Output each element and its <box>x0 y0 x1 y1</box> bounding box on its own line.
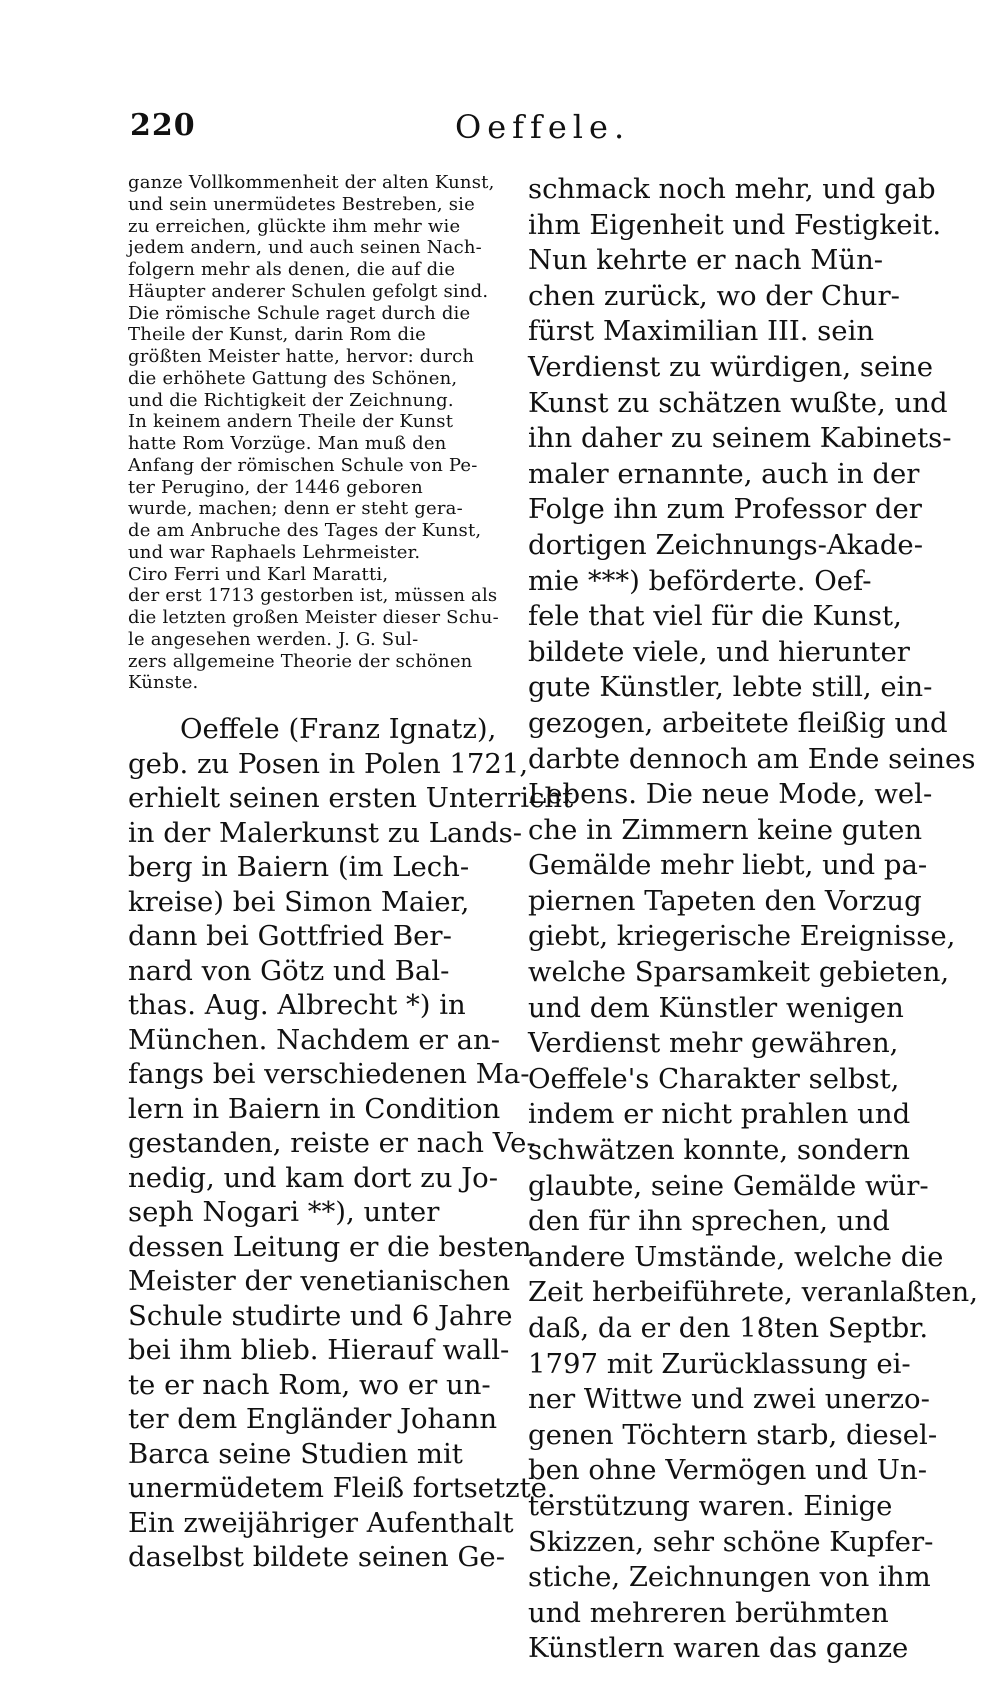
footnote-text-line: Ciro Ferri und Karl Maratti, <box>128 563 389 585</box>
footnote-text-line: In keinem andern Theile der Kunst <box>128 411 454 433</box>
article-text-line: te er nach Rom, wo er un- <box>128 1368 491 1401</box>
article-text-line: gestanden, reiste er nach Ve- <box>128 1127 536 1159</box>
article-text-line: Nun kehrte er nach Mün- <box>528 244 884 277</box>
article-text-line: darbte dennoch am Ende seines <box>528 742 976 775</box>
article-text-line: Verdienst zu würdigen, seine <box>528 350 934 383</box>
article-text-line: thas. Aug. Albrecht *) in <box>128 989 466 1021</box>
article-text-line: maler ernannte, auch in der <box>528 457 920 490</box>
article-text-line: terstützung waren. Einige <box>528 1489 893 1522</box>
article-text-line: unermüdetem Fleiß fortsetzte. <box>128 1472 556 1504</box>
article-text-line: nard von Götz und Bal- <box>128 954 450 987</box>
article-text-line: bei ihm blieb. Hierauf wall- <box>128 1334 510 1366</box>
article-text-line: dortigen Zeichnungs-Akade- <box>528 528 924 561</box>
article-text-line: che in Zimmern keine guten <box>528 813 923 846</box>
footnote-text-line: und war Raphaels Lehrmeister. <box>128 541 421 563</box>
footnote-text-line: zers allgemeine Theorie der schönen <box>128 650 473 672</box>
article-text-line: welche Sparsamkeit gebieten, <box>528 956 950 989</box>
article-text-line: berg in Baiern (im Lech- <box>128 851 470 883</box>
article-text-line: Oeffele (Franz Ignatz), <box>180 713 497 745</box>
footnote-text-line: Häupter anderer Schulen gefolgt sind. <box>128 280 489 302</box>
article-text-line: ihn daher zu seinem Kabinets- <box>528 422 952 455</box>
article-text-line: andere Umstände, welche die <box>528 1240 944 1273</box>
article-text-line: nedig, und kam dort zu Jo- <box>128 1161 499 1194</box>
article-text-line: fele that viel für die Kunst, <box>528 600 902 633</box>
article-text-line: glaubte, seine Gemälde wür- <box>528 1169 929 1202</box>
article-text-line: dann bei Gottfried Ber- <box>128 920 452 952</box>
left-column-article-text <box>128 712 574 1575</box>
footnote-text-line: der erst 1713 gestorben ist, müssen als <box>128 585 498 607</box>
article-text-line: gezogen, arbeitete fleißig und <box>528 706 948 739</box>
article-text-line: und dem Künstler wenigen <box>528 991 904 1024</box>
article-text-line: ter dem Engländer Johann <box>128 1403 498 1435</box>
footnote-text-line: folgern mehr als denen, die auf die <box>128 259 456 280</box>
article-text-line: schmack noch mehr, und gab <box>528 173 936 205</box>
article-text-line: Barca seine Studien mit <box>128 1437 463 1470</box>
footnote-text-line: hatte Rom Vorzüge. Man muß den <box>128 433 447 454</box>
article-text-line: Oeffele's Charakter selbst, <box>528 1062 900 1095</box>
footnote-text-line: größten Meister hatte, hervor: durch <box>128 346 475 367</box>
article-text-line: Zeit herbeiführete, veranlaßten, <box>528 1276 979 1309</box>
footnote-text-line: de am Anbruche des Tages der Kunst, <box>128 520 482 541</box>
article-text-line: ben ohne Vermögen und Un- <box>528 1454 927 1487</box>
article-text-line: 1797 mit Zurücklassung ei- <box>528 1347 911 1380</box>
article-text-line: Meister der venetianischen <box>128 1265 511 1297</box>
article-text-line: Gemälde mehr liebt, und pa- <box>528 849 928 882</box>
article-text-line: fangs bei verschiedenen Ma- <box>128 1058 530 1090</box>
article-text-line: stiche, Zeichnungen von ihm <box>528 1561 931 1594</box>
article-text-line: Verdienst mehr gewähren, <box>528 1027 899 1060</box>
footnote-text-line: die erhöhete Gattung des Schönen, <box>128 367 458 389</box>
article-text-line: erhielt seinen ersten Unterricht <box>128 782 574 814</box>
footnote-text-line: Anfang der römischen Schule von Pe- <box>128 454 478 476</box>
article-text-line: Skizzen, sehr schöne Kupfer- <box>528 1525 934 1558</box>
article-text-line: fürst Maximilian III. sein <box>528 315 875 348</box>
right-column-article-text <box>528 172 979 1667</box>
article-text-line: seph Nogari **), unter <box>128 1196 440 1228</box>
article-text-line: indem er nicht prahlen und <box>528 1098 911 1131</box>
article-text-line: giebt, kriegerische Ereignisse, <box>528 920 956 953</box>
article-text-line: geb. zu Posen in Polen 1721, <box>128 747 529 780</box>
footnote-text-line: ter Perugino, der 1446 geboren <box>128 476 423 498</box>
footnote-text-line: jedem andern, und auch seinen Nach- <box>128 237 482 259</box>
article-text-line: München. Nachdem er an- <box>128 1023 500 1056</box>
article-text-line: Kunst zu schätzen wußte, und <box>528 386 948 419</box>
footnote-text-line: le angesehen werden. J. G. Sul- <box>128 628 419 650</box>
footnote-text-line: und sein unermüdetes Bestreben, sie <box>128 193 475 215</box>
running-title: Oeffele. <box>455 108 631 146</box>
article-text-line: Lebens. Die neue Mode, wel- <box>528 778 933 811</box>
article-text-line: daß, da er den 18ten Septbr. <box>528 1312 929 1344</box>
article-text-line: piernen Tapeten den Vorzug <box>528 884 922 917</box>
article-text-line: dessen Leitung er die besten <box>128 1230 532 1263</box>
article-text-line: genen Töchtern starb, diesel- <box>528 1418 938 1451</box>
footnote-text-line: Theile der Kunst, darin Rom die <box>128 324 427 346</box>
article-text-line: Folge ihn zum Professor der <box>528 493 922 526</box>
article-text-line: bildete viele, und hierunter <box>528 635 910 668</box>
page-number: 220 <box>130 108 196 143</box>
article-text-line: in der Malerkunst zu Lands- <box>128 816 523 849</box>
article-text-line: den für ihn sprechen, und <box>528 1205 890 1238</box>
article-text-line: und mehreren berühmten <box>528 1596 889 1629</box>
footnote-text-line: zu erreichen, glückte ihm mehr wie <box>128 215 461 237</box>
article-text-line: Schule studirte und 6 Jahre <box>128 1299 513 1332</box>
article-text-line: ner Wittwe und zwei unerzo- <box>528 1383 930 1416</box>
article-text-line: Ein zweijähriger Aufenthalt <box>128 1506 514 1539</box>
article-text-line: schwätzen konnte, sondern <box>528 1134 910 1167</box>
article-text-line: Künstlern waren das ganze <box>528 1632 909 1665</box>
footnote-text-line: wurde, machen; denn er steht gera- <box>128 498 463 520</box>
article-text-line: lern in Baiern in Condition <box>128 1092 501 1125</box>
footnote-text-line: die letzten großen Meister dieser Schu- <box>128 607 499 628</box>
footnote-text-line: Künste. <box>128 672 199 694</box>
article-text-line: mie ***) beförderte. Oef- <box>528 564 872 597</box>
article-text-line: kreise) bei Simon Maier, <box>128 885 470 918</box>
article-text-line: gute Künstler, lebte still, ein- <box>528 671 933 704</box>
article-text-line: daselbst bildete seinen Ge- <box>128 1541 505 1573</box>
article-text-line: ihm Eigenheit und Festigkeit. <box>528 208 942 241</box>
article-text-line: chen zurück, wo der Chur- <box>528 279 900 312</box>
left-column-footnote-text <box>128 172 499 694</box>
footnote-text-line: ganze Vollkommenheit der alten Kunst, <box>128 172 495 193</box>
footnote-text-line: und die Richtigkeit der Zeichnung. <box>128 389 454 411</box>
footnote-text-line: Die römische Schule raget durch die <box>128 302 471 324</box>
